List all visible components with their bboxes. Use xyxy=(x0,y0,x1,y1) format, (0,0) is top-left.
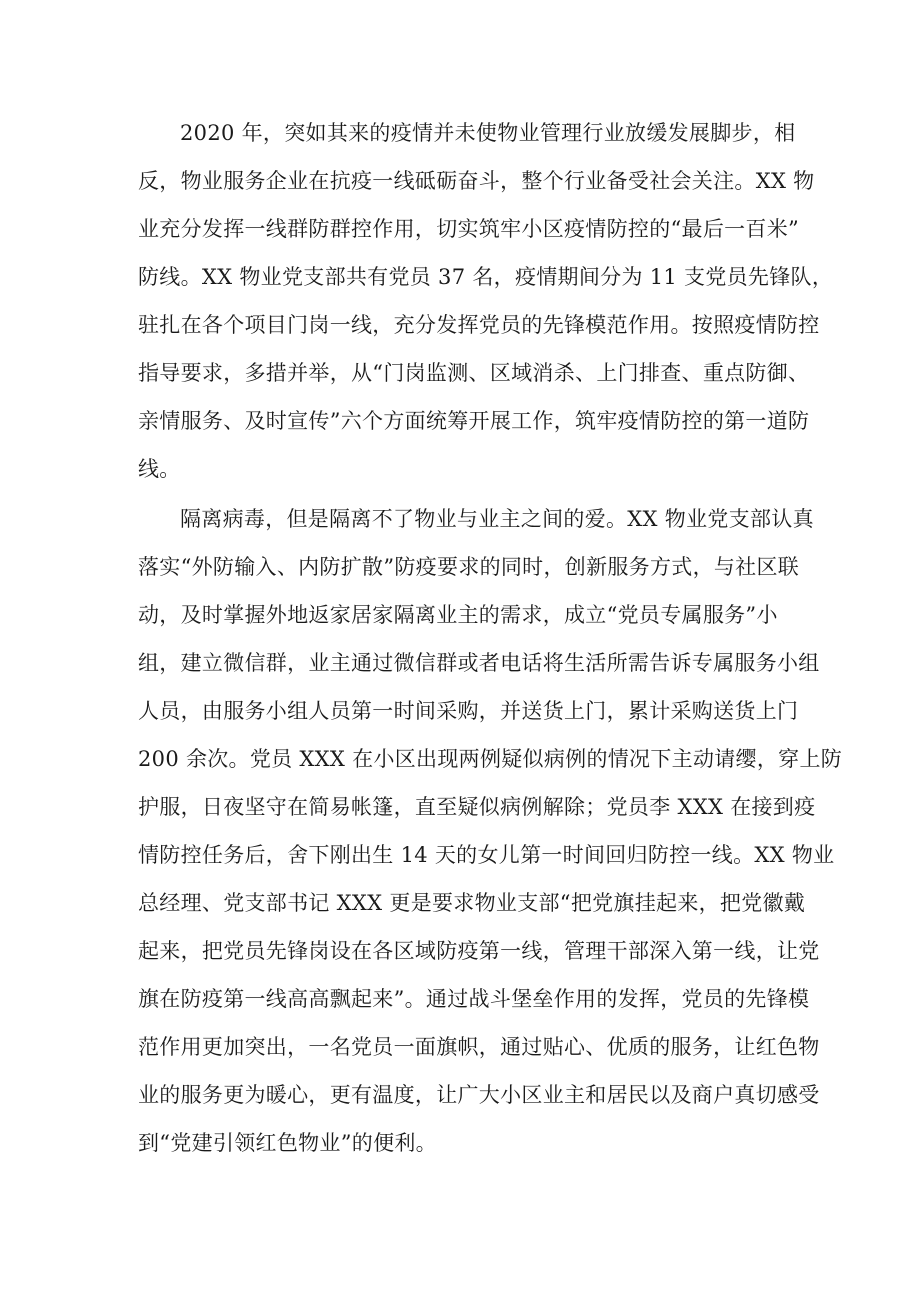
paragraph-2-line-11: 旗在防疫第一线高高飘起来”。通过战斗堡垒作用的发挥，党员的先锋模 xyxy=(138,987,810,1011)
paragraph-1-line-1: 2020 年，突如其来的疫情并未使物业管理行业放缓发展脚步，相 xyxy=(180,121,796,145)
paragraph-2-line-7: 护服，日夜坚守在简易帐篷，直至疑似病例解除；党员李 XXX 在接到疫 xyxy=(138,795,816,819)
paragraph-2-line-6: 200 余次。党员 XXX 在小区出现两例疑似病例的情况下主动请缨，穿上防 xyxy=(138,747,843,771)
paragraph-2-line-5: 人员，由服务小组人员第一时间采购，并送货上门，累计采购送货上门 xyxy=(138,699,799,723)
paragraph-2-line-2: 落实“外防输入、内防扩散”防疫要求的同时，创新服务方式，与社区联 xyxy=(138,555,800,579)
paragraph-2-line-4: 组，建立微信群，业主通过微信群或者电话将生活所需告诉专属服务小组 xyxy=(138,651,820,675)
paragraph-1-line-7: 亲情服务、及时宣传”六个方面统筹开展工作，筑牢疫情防控的第一道防 xyxy=(138,409,810,433)
paragraph-1-line-2: 反，物业服务企业在抗疫一线砥砺奋斗，整个行业备受社会关注。XX 物 xyxy=(138,169,815,193)
paragraph-2-line-13: 业的服务更为暖心，更有温度，让广大小区业主和居民以及商户真切感受 xyxy=(138,1083,820,1107)
paragraph-1-line-5: 驻扎在各个项目门岗一线，充分发挥党员的先锋模范作用。按照疫情防控 xyxy=(138,313,820,337)
paragraph-2-line-12: 范作用更加突出，一名党员一面旗帜，通过贴心、优质的服务，让红色物 xyxy=(138,1035,820,1059)
paragraph-1-line-8: 线。 xyxy=(138,457,181,481)
paragraph-2-line-10: 起来，把党员先锋岗设在各区域防疫第一线，管理干部深入第一线，让党 xyxy=(138,939,820,963)
paragraph-1-line-6: 指导要求，多措并举，从“门岗监测、区域消杀、上门排查、重点防御、 xyxy=(138,361,810,385)
paragraph-1-line-3: 业充分发挥一线群防群控作用，切实筑牢小区疫情防控的“最后一百米” xyxy=(138,217,800,241)
paragraph-2-line-9: 总经理、党支部书记 XXX 更是要求物业支部“把党旗挂起来，把党徽戴 xyxy=(138,891,806,915)
paragraph-1-line-4: 防线。XX 物业党支部共有党员 37 名，疫情期间分为 11 支党员先锋队， xyxy=(138,265,834,289)
paragraph-2-line-1: 隔离病毒，但是隔离不了物业与业主之间的爱。XX 物业党支部认真 xyxy=(180,507,814,531)
paragraph-2-line-3: 动，及时掌握外地返家居家隔离业主的需求，成立“党员专属服务”小 xyxy=(138,603,778,627)
paragraph-2-line-8: 情防控任务后，舍下刚出生 14 天的女儿第一时间回归防控一线。XX 物业 xyxy=(138,843,835,867)
paragraph-2-line-14: 到“党建引领红色物业”的便利。 xyxy=(138,1131,437,1155)
